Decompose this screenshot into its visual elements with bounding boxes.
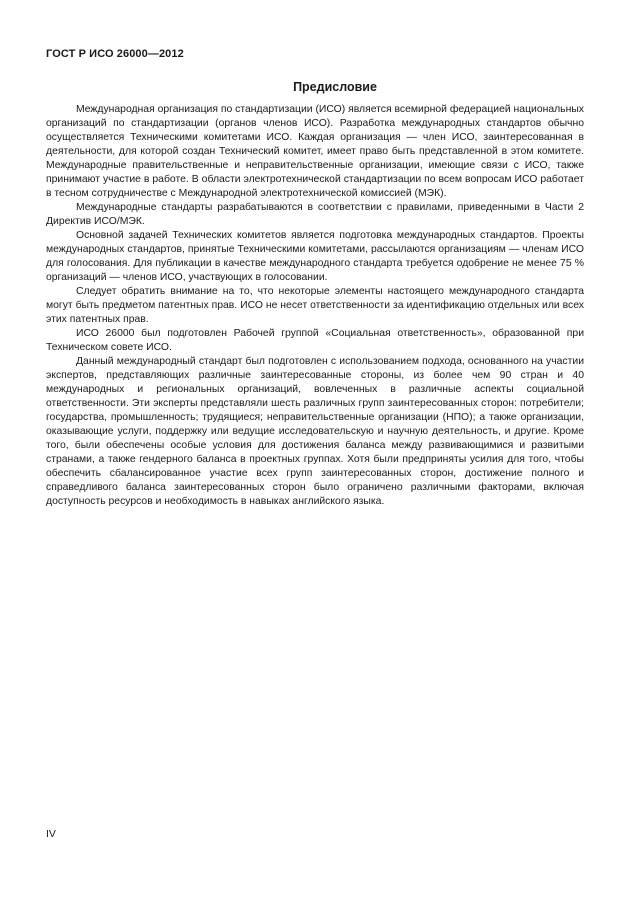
document-header: ГОСТ Р ИСО 26000—2012: [46, 48, 184, 60]
paragraph-directives: Международные стандарты разрабатываются в соответствии с правилами, приведенными в Части 2 Директив ИСО/МЭК.: [46, 202, 584, 227]
paragraph-stakeholders: Данный международный стандарт был подготовлен с использованием подхода, основанного на участии экспертов, представляющих различные заинтересованные стороны, из более чем 90 стран и 40 международных и региональных организаций, вовлеченных в различные аспекты социальной ответственности. Эти эксперты представляли шесть различных групп заинтересованных сторон: потребители; государства, промышленность; трудящиеся; неправительственные организации (НПО); а также организации, оказывающие услуги, поддержку или ведущие исследовательскую и научную деятельность, и другие. Кроме того, были обеспечены особые условия для достижения баланса между развивающимися и развитыми странами, а также гендерного баланса в проектных группах. Хотя были предприняты усилия для того, чтобы обеспечить сбалансированное участие всех групп заинтересованных сторон, достижение полного и справедливого баланса заинтересованных сторон было ограничено различными факторами, включая доступность ресурсов и необходимость в навыках английского языка.: [46, 356, 584, 507]
paragraph-working-group: ИСО 26000 был подготовлен Рабочей группой «Социальная ответственность», образованной при Техническом совете ИСО.: [46, 328, 584, 353]
paragraph-technical-committees: Основной задачей Технических комитетов является подготовка международных стандартов. Проекты международных стандартов, принятые Техническими комитетами, рассылаются организациям — членам ИСО для голосования. Для публикации в качестве международного стандарта требуется одобрение не менее 75 % организаций — членов ИСО, участвующих в голосовании.: [46, 230, 584, 283]
page-number: IV: [46, 828, 56, 840]
paragraph-patent-rights: Следует обратить внимание на то, что некоторые элементы настоящего международного стандарта могут быть предметом патентных прав. ИСО не несет ответственности за идентификацию отдельных или всех этих патентных прав.: [46, 286, 584, 325]
section-title: Предисловие: [293, 80, 377, 94]
document-body: [46, 103, 584, 509]
paragraph-iso-federation: Международная организация по стандартизации (ИСО) является всемирной федерацией национальных организаций по стандартизации (органов членов ИСО). Разработка международных стандартов обычно осуществляется Техническими комитетами ИСО. Каждая организация — член ИСО, заинтересованная в деятельности, для которой создан Технический комитет, имеет право быть представленной в этом комитете. Международные правительственные и неправительственные организации, имеющие связи с ИСО, также принимают участие в работе. В области электротехнической стандартизации по всем вопросам ИСО работает в тесном сотрудничестве с Международной электротехнической комиссией (МЭК).: [46, 104, 584, 199]
